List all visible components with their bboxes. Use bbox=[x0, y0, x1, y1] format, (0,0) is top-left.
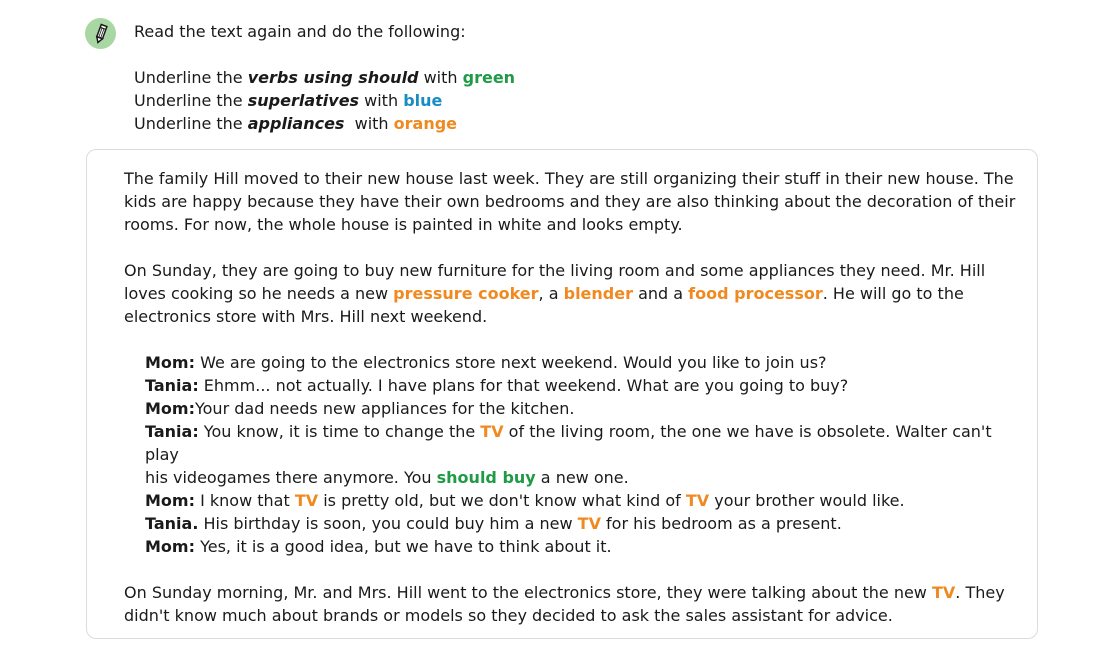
dialogue bbox=[124, 351, 1024, 558]
instructions bbox=[134, 20, 515, 135]
appliance-word: pressure cooker bbox=[393, 284, 539, 303]
dialogue-line: Tania: You know, it is time to change the TV of the living room, the one we have is obsolete. Walter can't play bbox=[145, 422, 992, 464]
appliance-word: food processor bbox=[688, 284, 823, 303]
instruction-item: Underline the verbs using should with green bbox=[134, 68, 516, 87]
reading-text bbox=[124, 167, 1024, 627]
dialogue-line: Mom: I know that TV is pretty old, but we don't know what kind of TV your brother would like. bbox=[145, 491, 905, 510]
paragraph-3: On Sunday morning, Mr. and Mrs. Hill went to the electronics store, they were talking about the new TV. They didn't know much about brands or models so they decided to ask the sales assistant for advice. bbox=[124, 583, 1005, 625]
dialogue-line: Mom: Yes, it is a good idea, but we have to think about it. bbox=[145, 537, 612, 556]
instruction-item: Underline the appliances with orange bbox=[134, 114, 458, 133]
paragraph-1: The family Hill moved to their new house last week. They are still organizing their stuff in their new house. The kids are happy because they have their own bedrooms and they are also thinking about the decoration of their rooms. For now, the whole house is painted in white and looks empty. bbox=[124, 169, 1016, 234]
instructions-intro: Read the text again and do the following: bbox=[134, 22, 466, 41]
dialogue-line: Tania: Ehmm... not actually. I have plans for that weekend. What are you going to buy? bbox=[145, 376, 849, 395]
dialogue-line: Mom: We are going to the electronics store next weekend. Would you like to join us? bbox=[145, 353, 827, 372]
paragraph-2: On Sunday, they are going to buy new furniture for the living room and some appliances they need. Mr. Hill loves cooking so he needs a new pressure cooker, a blender and a food processor. He will go to the electronics store with Mrs. Hill next weekend. bbox=[124, 261, 986, 326]
appliance-word: TV bbox=[931, 583, 956, 602]
pencil-icon bbox=[85, 18, 116, 49]
instruction-item: Underline the superlatives with blue bbox=[134, 91, 443, 110]
appliance-word: blender bbox=[563, 284, 633, 303]
dialogue-line: Mom:Your dad needs new appliances for the kitchen. bbox=[145, 399, 575, 418]
dialogue-line: Tania. His birthday is soon, you could buy him a new TV for his bedroom as a present. bbox=[145, 514, 842, 533]
dialogue-line: his videogames there anymore. You should buy a new one. bbox=[145, 468, 629, 487]
